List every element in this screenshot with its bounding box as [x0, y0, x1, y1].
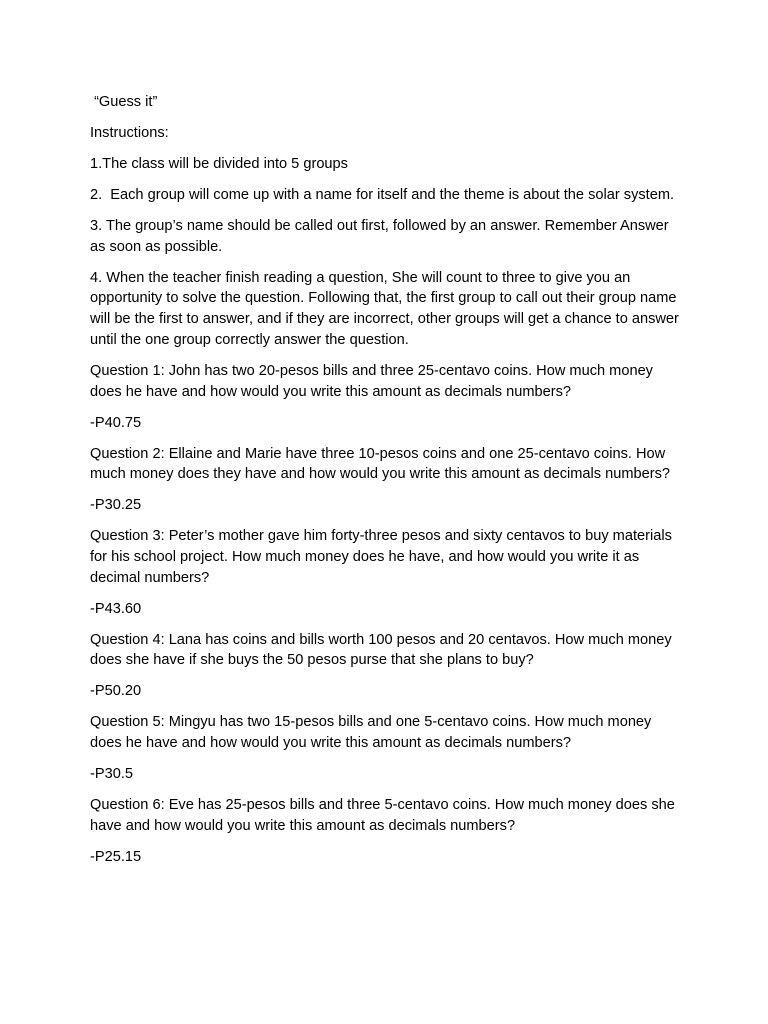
- question-text: Question 5: Mingyu has two 15-pesos bills and one 5-centavo coins. How much money does he have and how would you write this amount as decimals numbers?: [90, 714, 656, 752]
- instructions-heading: Instructions:: [90, 125, 169, 141]
- question-answer: -P30.25: [90, 497, 142, 514]
- instruction-item: 2. Each group will come up with a name for itself and the theme is about the solar system.: [90, 187, 675, 203]
- question-answer: -P43.60: [90, 600, 142, 617]
- question-text: Question 2: Ellaine and Marie have three 10-pesos coins and one 25-centavo coins. How much money does they have and how would you write this amount as decimals numbers?: [90, 445, 671, 483]
- document-title: “Guess it”: [90, 94, 158, 110]
- question-text: Question 3: Peter’s mother gave him forty-three pesos and sixty centavos to buy materials for his school project. How much money does he have, and how would you write it as decimal numbers?: [90, 528, 676, 586]
- instruction-item: 1.The class will be divided into 5 groups: [90, 156, 348, 172]
- instruction-item: 3. The group’s name should be called out first, followed by an answer. Remember Answer as soon as possible.: [90, 218, 673, 255]
- document-page: [90, 92, 683, 878]
- question-answer: -P25.15: [90, 848, 142, 865]
- instruction-item: 4. When the teacher finish reading a question, She will count to three to give you an opportunity to solve the question. Following that, the first group to call out their group name will be the first to answer, and if they are incorrect, other groups will get a chance to answer until the one group correctly answer the question.: [90, 269, 683, 348]
- question-text: Question 4: Lana has coins and bills worth 100 pesos and 20 centavos. How much money does she have if she buys the 50 pesos purse that she plans to buy?: [90, 631, 676, 669]
- question-answer: -P40.75: [90, 414, 142, 431]
- question-answer: -P50.20: [90, 683, 142, 700]
- question-text: Question 1: John has two 20-pesos bills and three 25-centavo coins. How much money does he have and how would you write this amount as decimals numbers?: [90, 362, 658, 400]
- question-text: Question 6: Eve has 25-pesos bills and three 5-centavo coins. How much money does she have and how would you write this amount as decimals numbers?: [90, 797, 679, 834]
- question-answer: -P30.5: [90, 766, 133, 783]
